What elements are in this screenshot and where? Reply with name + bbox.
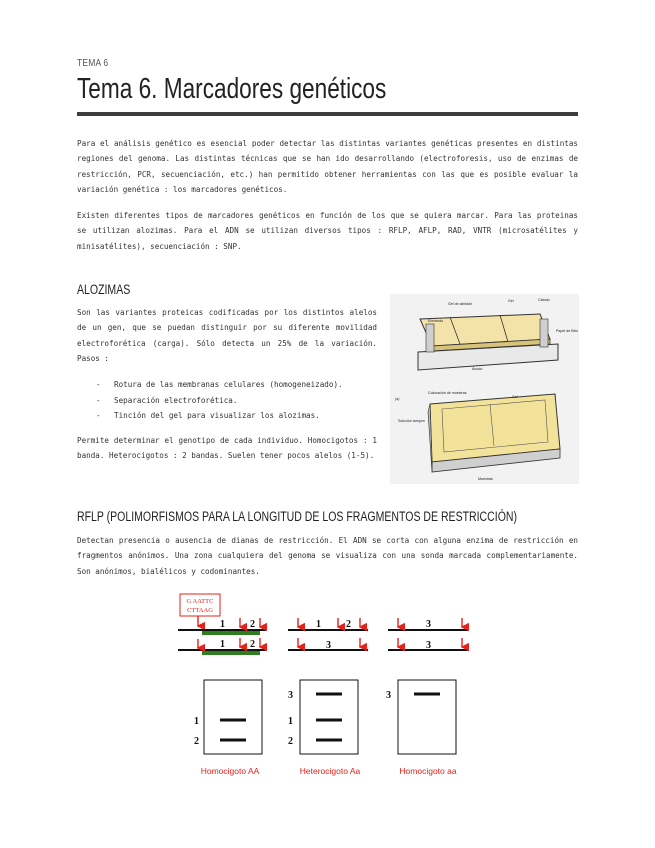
frag-1-label: 1: [220, 619, 225, 630]
gel-lane-Aa: [288, 680, 358, 754]
list-item: - Tinción del gel para visualizar los alozimas.: [96, 411, 320, 420]
rflp-diagram: [170, 592, 490, 782]
frag-2-label: 2: [250, 619, 255, 630]
alozimas-steps-list: [96, 377, 343, 424]
gel-lane-aa: [386, 680, 456, 754]
page-title: Tema 6. Marcadores genéticos: [77, 73, 387, 105]
site-top-seq: G AATTC: [186, 598, 214, 605]
frag-2-label: 2: [346, 619, 351, 630]
title-divider: [77, 112, 578, 116]
band-label-1: 1: [288, 716, 293, 727]
chromosome-pair-aa: [388, 618, 468, 651]
label-bottom-a: (a): [395, 397, 400, 401]
label-bottom-b: Colocación de muestras: [428, 391, 467, 395]
frag-1-label: 1: [316, 619, 321, 630]
genotype-label-AA: Homocigoto AA: [200, 766, 260, 776]
list-item: - Rotura de las membranas celulares (homogeneizado).: [96, 380, 343, 389]
label-top-e: Papel de filtro: [556, 329, 578, 333]
band-label-1: 1: [194, 716, 199, 727]
genotype-label-aa: Homocigoto aa: [399, 766, 457, 776]
section-kicker: TEMA 6: [77, 58, 109, 69]
list-item: - Separación electroforética.: [96, 395, 238, 405]
band-label-3: 3: [288, 690, 293, 701]
alozimas-paragraph-1: Son las variantes proteicas codificadas por los distintos alelos de un gen, que se puedan distinguir por su diferente movilidad electroforética (carga). Sólo detecta un 25% de la variación. Pasos :: [77, 308, 377, 363]
heading-rflp: RFLP (POLIMORFISMOS PARA LA LONGITUD DE LOS FRAGMENTOS DE RESTRICCIÓN): [77, 509, 517, 524]
frag-3-label: 3: [426, 619, 431, 630]
gel-lane-AA: [194, 680, 262, 754]
intro-paragraph-2: Existen diferentes tipos de marcadores genéticos en función de los que se quiera marcar. Para las proteinas se utilizan alozimas. Para el ADN se utilizan diversos tipos : RFLP, AFLP, RAD, VNTR (microsatélites y minisatélites), secuenciación : SNP.: [77, 211, 578, 251]
label-bottom-d: Solución tampón: [398, 419, 425, 423]
frag-2-label: 2: [250, 639, 255, 650]
label-top-c: Cátodo: [538, 298, 550, 302]
label-top-b: Gel: [508, 299, 514, 303]
intro-paragraph-1: Para el análisis genético es esencial poder detectar las distintas variantes genéticas presentes en distintas regiones del genoma. Las distintas técnicas que se han ido desarrollando (electroforesis, uso de enzimas de restricción, PCR, secuenciación, etc.) han permitido obtener herramientas con las que es posible evaluar la variación genética : los marcadores genéticos.: [77, 139, 578, 194]
label-top-f: Ánodo: [472, 367, 483, 371]
label-bottom-c: Gel: [512, 395, 518, 399]
band-label-2: 2: [194, 736, 199, 747]
heading-alozimas: ALOZIMAS: [77, 282, 131, 297]
frag-1-label: 1: [220, 639, 225, 650]
alozimas-paragraph-2: Permite determinar el genotipo de cada individuo. Homocigotos : 1 banda. Heterocigotos : 2 bandas. Suelen tener pocos alelos (1-5).: [77, 436, 377, 461]
genotype-label-Aa: Heterocigoto Aa: [299, 766, 361, 776]
label-top-d: Electrodo: [428, 319, 444, 323]
chromosome-pair-Aa: [288, 618, 368, 651]
site-bottom-seq: CTTAAG: [187, 607, 213, 614]
gel-tray-with-samples: [428, 394, 560, 472]
band-label-3: 3: [386, 690, 391, 701]
chromosome-pair-AA-upper: [178, 618, 266, 653]
frag-3-label: 3: [326, 640, 331, 651]
label-bottom-e: Muestras: [478, 477, 493, 481]
rflp-paragraph-1: Detectan presencia o ausencia de dianas de restricción. El ADN se corta con alguna enzima de restricción en fragmentos anónimos. Una zona cualquiera del genoma se visualiza con una sonda marcada complementariamente. Son anónimos, bialélicos y codominantes.: [77, 536, 578, 576]
band-label-2: 2: [288, 736, 293, 747]
frag-3-label: 3: [426, 640, 431, 651]
label-top-a: Gel de almidón: [448, 302, 473, 306]
electrophoresis-figure: [390, 294, 579, 484]
